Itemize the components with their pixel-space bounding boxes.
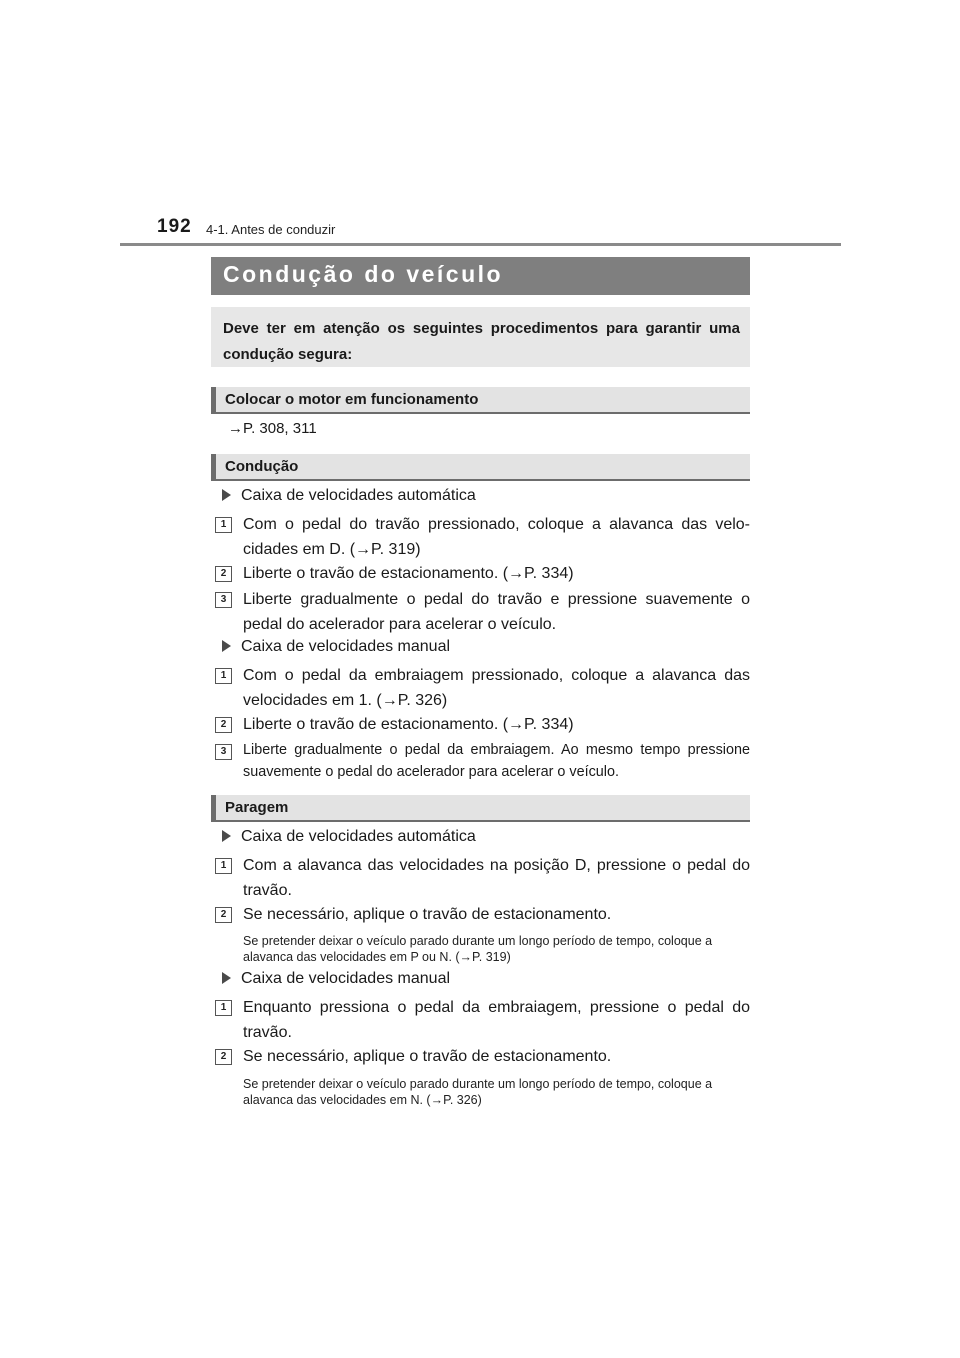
- step-number: 1: [215, 1000, 232, 1016]
- stopping-auto-step-2: [211, 902, 750, 927]
- driving-auto-step-1: [211, 512, 750, 562]
- intro-box: Deve ter em atenção os seguintes procedimentos para garantir uma condução segura:: [211, 307, 750, 367]
- triangle-bullet-icon: [222, 640, 231, 652]
- driving-manual-label: Caixa de velocidades manual: [222, 638, 450, 656]
- step-text: Com a alavanca das velocidades na posição D, pressione o pedal do travão.: [243, 857, 750, 899]
- driving-auto-label: Caixa de velocidades automática: [222, 487, 476, 505]
- step-number: 1: [215, 517, 232, 533]
- driving-auto-step-3: [211, 587, 750, 637]
- step-text: Enquanto pressiona o pedal da embraiagem, pressione o pedal do travão.: [243, 999, 750, 1041]
- step-number: 3: [215, 592, 232, 608]
- section-heading-start: Colocar o motor em funcionamento: [211, 387, 750, 414]
- header-rule: [120, 243, 841, 246]
- driving-auto-step-2: [211, 561, 750, 586]
- step-text: Se necessário, aplique o travão de estacionamento.: [243, 906, 612, 923]
- step-text: Com o pedal da embraiagem pressionado, coloque a alavanca das velocidades em 1. (→P. 326): [243, 667, 750, 709]
- stopping-manual-label: Caixa de velocidades manual: [222, 970, 450, 988]
- step-text: Liberte o travão de estacionamento. (→P. 334): [243, 565, 574, 582]
- step-number: 2: [215, 717, 232, 733]
- page-title: Condução do veículo: [211, 257, 750, 295]
- stopping-auto-step-1: [211, 853, 750, 903]
- step-number: 1: [215, 668, 232, 684]
- start-reference: →P. 308, 311: [228, 420, 317, 437]
- stopping-manual-step-2: [211, 1044, 750, 1069]
- driving-manual-step-1: [211, 663, 750, 713]
- step-number: 1: [215, 858, 232, 874]
- step-number: 2: [215, 566, 232, 582]
- step-number: 3: [215, 744, 232, 760]
- triangle-bullet-icon: [222, 489, 231, 501]
- step-text: Com o pedal do travão pressionado, coloque a alavanca das velo-cidades em D. (→P. 319): [243, 516, 750, 558]
- triangle-bullet-icon: [222, 830, 231, 842]
- stopping-auto-label: Caixa de velocidades automática: [222, 828, 476, 846]
- running-head: 4-1. Antes de conduzir: [206, 222, 336, 237]
- section-heading-driving: Condução: [211, 454, 750, 481]
- section-heading-stopping: Paragem: [211, 795, 750, 822]
- stopping-manual-note: Se pretender deixar o veículo parado durante um longo período de tempo, coloque a alavanca das velocidades em N. (→P. 326): [243, 1077, 713, 1107]
- step-number: 2: [215, 907, 232, 923]
- step-number: 2: [215, 1049, 232, 1065]
- triangle-bullet-icon: [222, 972, 231, 984]
- step-text: Se necessário, aplique o travão de estacionamento.: [243, 1048, 612, 1065]
- step-text: Liberte gradualmente o pedal da embraiagem. Ao mesmo tempo pressione suavemente o pedal do acelerador para acelerar o veículo.: [243, 742, 750, 780]
- stopping-auto-note: Se pretender deixar o veículo parado durante um longo período de tempo, coloque a alavanca das velocidades em P ou N. (→P. 319): [243, 934, 713, 964]
- driving-manual-step-3: [211, 739, 750, 783]
- page-number: 192: [157, 216, 192, 237]
- step-text: Liberte gradualmente o pedal do travão e pressione suavemente o pedal do acelerador para acelerar o veículo.: [243, 591, 750, 633]
- step-text: Liberte o travão de estacionamento. (→P. 334): [243, 716, 574, 733]
- stopping-manual-step-1: [211, 995, 750, 1045]
- driving-manual-step-2: [211, 712, 750, 737]
